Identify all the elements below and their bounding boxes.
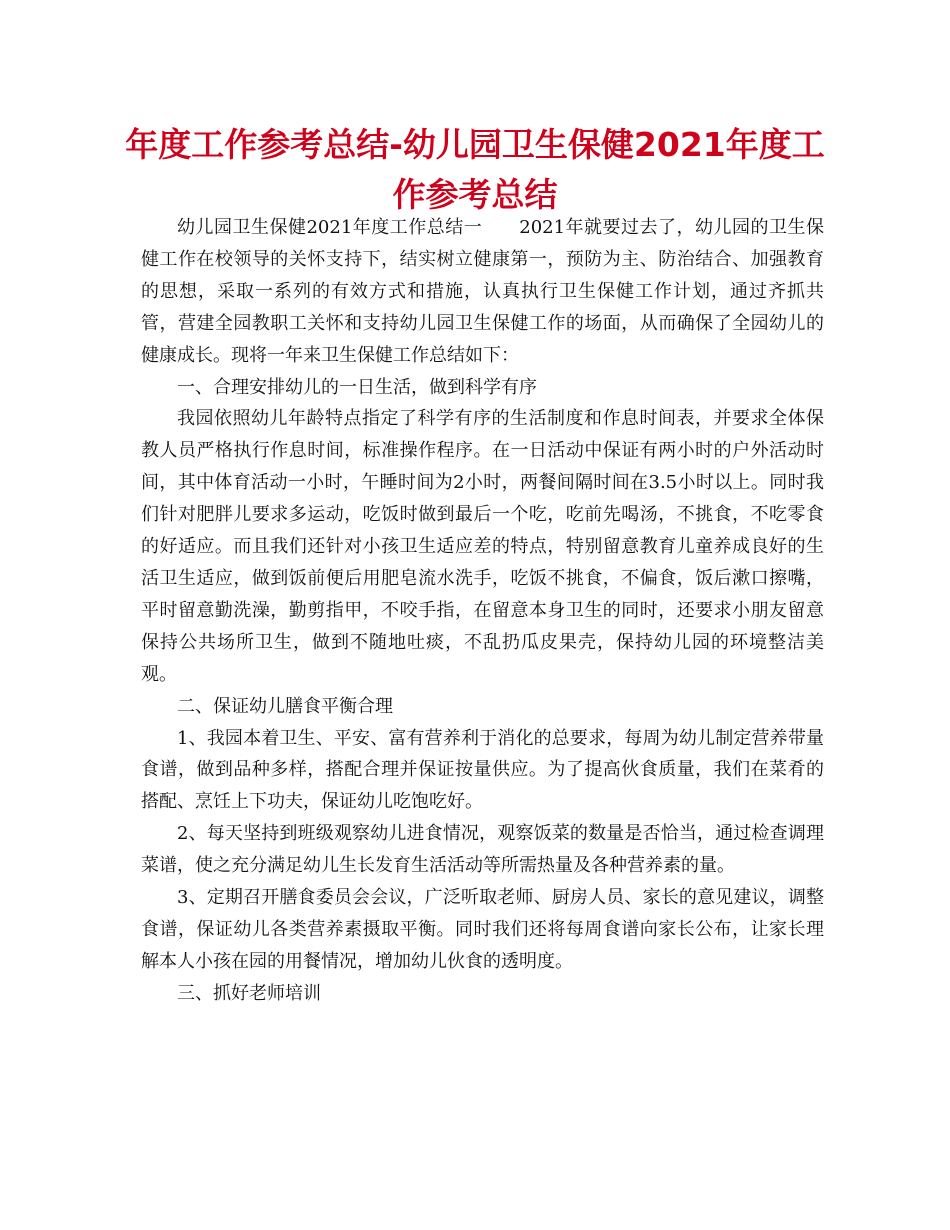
paragraph-item-2: 2、每天坚持到班级观察幼儿进食情况，观察饭菜的数量是否恰当，通过检查调理菜谱，使之充分满足幼儿生长发育生活活动等所需热量及各种营养素的量。 <box>141 823 824 877</box>
paragraph-intro: 幼儿园卫生保健2021年度工作总结一 2021年就要过去了，幼儿园的卫生保健工作在校领导的关怀支持下，结实树立健康第一，预防为主、防治结合、加强教育的思想，采取一系列的有效方式和措施，认真执行卫生保健工作计划，通过齐抓共管，营建全园教职工关怀和支持幼儿园卫生保健工作的场面，从而确保了全园幼儿的健康成长。现将一年来卫生保健工作总结如下： <box>141 217 824 366</box>
section-heading-2: 二、保证幼儿膳食平衡合理 <box>177 695 393 717</box>
paragraph-item-1: 1、我园本着卫生、平安、富有营养利于消化的总要求，每周为幼儿制定营养带量食谱，做到品种多样，搭配合理并保证按量供应。为了提高伙食质量，我们在菜肴的搭配、烹饪上下功夫，保证幼儿吃饱吃好。 <box>141 727 824 813</box>
section-heading-3: 三、抓好老师培训 <box>177 982 321 1004</box>
paragraph-section-1: 我园依照幼儿年龄特点指定了科学有序的生活制度和作息时间表，并要求全体保教人员严格执行作息时间，标准操作程序。在一日活动中保证有两小时的户外活动时间，其中体育活动一小时，午睡时间为2小时，两餐间隔时间在3.5小时以上。同时我们针对肥胖儿要求多运动，吃饭时做到最后一个吃，吃前先喝汤，不挑食，不吃零食的好适应。而且我们还针对小孩卫生适应差的特点，特别留意教育儿童养成良好的生活卫生适应，做到饭前便后用肥皂流水洗手，吃饭不挑食，不偏食，饭后漱口擦嘴，平时留意勤洗澡，勤剪指甲，不咬手指，在留意本身卫生的同时，还要求小朋友留意保持公共场所卫生，做到不随地吐痰，不乱扔瓜皮果壳，保持幼儿园的环境整洁美观。 <box>141 408 824 685</box>
document-title: 年度工作参考总结-幼儿园卫生保健2021年度工作参考总结 <box>125 125 825 214</box>
document-body <box>141 212 824 1010</box>
paragraph-item-3: 3、定期召开膳食委员会会议，广泛听取老师、厨房人员、家长的意见建议，调整食谱，保证幼儿各类营养素摄取平衡。同时我们还将每周食谱向家长公布，让家长理解本人小孩在园的用餐情况，增加幼儿伙食的透明度。 <box>141 887 824 972</box>
section-heading-1: 一、合理安排幼儿的一日生活，做到科学有序 <box>177 376 537 398</box>
